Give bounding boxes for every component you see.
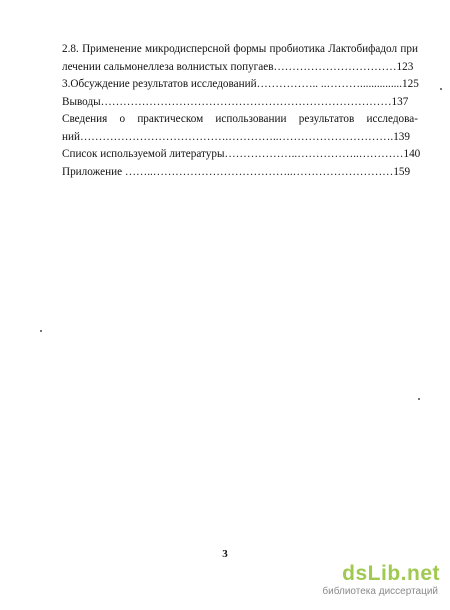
toc-practical-word: исследова- (366, 113, 418, 125)
toc-practical-word: результатов (298, 113, 355, 125)
toc-practical-word: использовании (215, 113, 287, 125)
toc-2-8-word: Применение (82, 43, 142, 55)
toc-2-8-word: 2.8. (62, 43, 79, 55)
toc-item-conclusions: Выводы……………………………………………………………………137 (62, 95, 409, 108)
watermark (300, 562, 440, 602)
toc-practical-word: практическом (137, 113, 204, 125)
scan-speck (40, 330, 42, 332)
toc-item-literature: Список используемой литературы………………..……………..…………140 (62, 148, 421, 160)
watermark-logo: dsLib.net (342, 562, 440, 585)
toc-item-2-8-line2: лечении сальмонеллеза волнистых попугаев……………………………123 (62, 60, 414, 73)
toc-2-8-word: формы (233, 43, 267, 55)
toc-2-8-word: микродисперсной (144, 43, 231, 55)
toc-item-2-8-line1 (62, 41, 418, 59)
scan-speck (440, 88, 442, 90)
scan-speck (418, 398, 420, 400)
toc-item-3: 3.Обсуждение результатов исследований…………….. ..………...............125 (62, 78, 419, 90)
table-of-contents (62, 41, 421, 181)
toc-practical-word: Сведения (62, 113, 108, 125)
page-number: 3 (222, 548, 228, 560)
toc-2-8-word: Лактобифадол (328, 43, 398, 55)
watermark-subtitle: библиотека диссертаций (322, 586, 438, 597)
toc-item-practical-line1 (62, 111, 418, 129)
toc-item-appendix: Приложение ……..………………………………..………………………159 (62, 165, 411, 178)
toc-item-practical-line2: ний………………………………….…………..………………………….139 (62, 130, 410, 143)
toc-2-8-word: пробиотика (269, 43, 325, 55)
toc-2-8-word: при (400, 43, 418, 55)
toc-practical-word: о (119, 113, 126, 125)
